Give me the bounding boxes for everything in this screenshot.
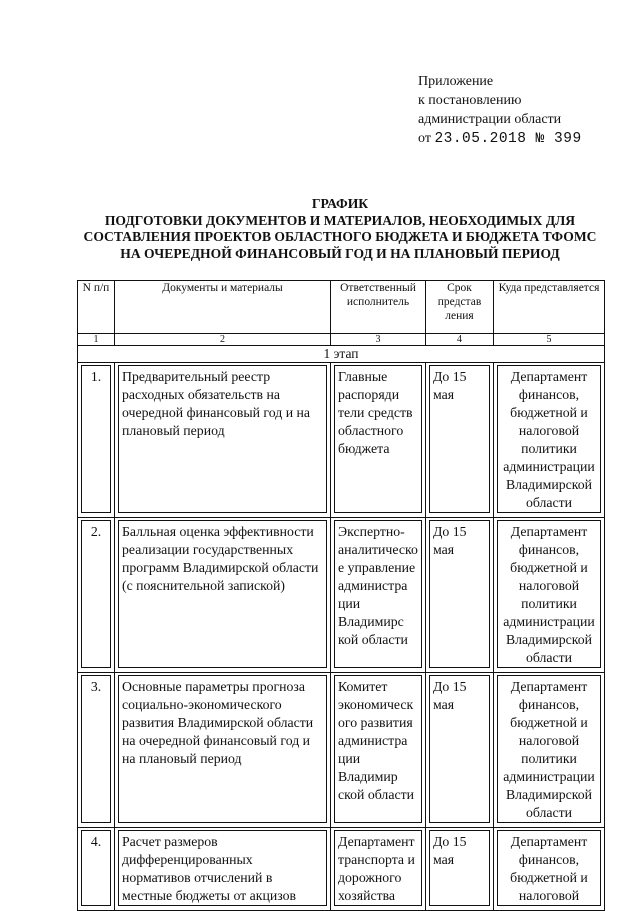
schedule-table [77, 280, 605, 911]
appendix-block [418, 72, 582, 149]
stage-row [78, 346, 605, 363]
header-resp: Ответственный исполнитель [331, 281, 426, 334]
appendix-date-line [418, 129, 582, 149]
col-number-5: 5 [494, 334, 605, 346]
appendix-line-1: Приложение [418, 74, 494, 89]
row-document: Расчет размеров дифференцированных нормативов отчислений в местные бюджеты от акцизов [122, 834, 297, 903]
row-responsible: Комитет экономическ ого развития администра ции Владимир ской области [338, 679, 414, 802]
table-header-row [78, 281, 605, 334]
table-row [78, 363, 605, 518]
row-term: До 15 мая [433, 524, 467, 557]
appendix-from: от [418, 131, 431, 146]
column-numbers-row [78, 334, 605, 346]
appendix-date-number: 23.05.2018 № 399 [434, 131, 582, 147]
row-term: До 15 мая [433, 834, 467, 867]
title-line-4: НА ОЧЕРЕДНОЙ ФИНАНСОВЫЙ ГОД И НА ПЛАНОВЫЙ ПЕРИОД [120, 245, 560, 261]
row-destination: Департамент финансов, бюджетной и налоговой политики администрации Владимирской области [503, 524, 595, 665]
row-number: 3. [90, 679, 102, 694]
row-number: 1. [90, 369, 102, 384]
row-number: 4. [90, 834, 102, 849]
row-document: Предварительный реестр расходных обязательств на очередной финансовый год и на плановый период [122, 369, 311, 438]
row-destination: Департамент финансов, бюджетной и налоговой [510, 834, 588, 903]
row-term: До 15 мая [433, 369, 467, 402]
table-row [78, 673, 605, 828]
col-number-1: 1 [78, 334, 115, 346]
row-document: Балльная оценка эффективности реализации государственных программ Владимирской области (с пояснительной запиской) [122, 524, 319, 593]
col-number-4: 4 [426, 334, 494, 346]
header-term: Срок представ ления [426, 281, 494, 334]
row-responsible: Департамент транспорта и дорожного хозяйства [338, 834, 415, 903]
header-num: N п/п [78, 281, 115, 334]
row-term: До 15 мая [433, 679, 467, 712]
row-responsible: Экспертно-аналитическо е управление администра ции Владимирс кой области [338, 524, 418, 647]
header-dest: Куда представляется [494, 281, 605, 334]
row-destination: Департамент финансов, бюджетной и налоговой политики администрации Владимирской области [503, 369, 595, 510]
document-title [60, 196, 620, 262]
title-line-1: ГРАФИК [311, 196, 369, 211]
appendix-line-2: к постановлению [418, 93, 522, 108]
header-docs: Документы и материалы [115, 281, 331, 334]
stage-label: 1 этап [78, 346, 605, 363]
table-row [78, 828, 605, 911]
row-document: Основные параметры прогноза социально-экономического развития Владимирской области на очередной финансовый год и на плановый период [122, 679, 314, 766]
title-line-3: СОСТАВЛЕНИЯ ПРОЕКТОВ ОБЛАСТНОГО БЮДЖЕТА И БЮДЖЕТА ТФОМС [83, 229, 597, 244]
col-number-2: 2 [115, 334, 331, 346]
row-responsible: Главные распоряди тели средств областного бюджета [338, 369, 413, 456]
row-destination: Департамент финансов, бюджетной и налоговой политики администрации Владимирской области [503, 679, 595, 820]
table-row [78, 518, 605, 673]
row-number: 2. [90, 524, 102, 539]
appendix-line-3: администрации области [418, 112, 562, 127]
col-number-3: 3 [331, 334, 426, 346]
title-line-2: ПОДГОТОВКИ ДОКУМЕНТОВ И МАТЕРИАЛОВ, НЕОБХОДИМЫХ ДЛЯ [104, 212, 576, 228]
